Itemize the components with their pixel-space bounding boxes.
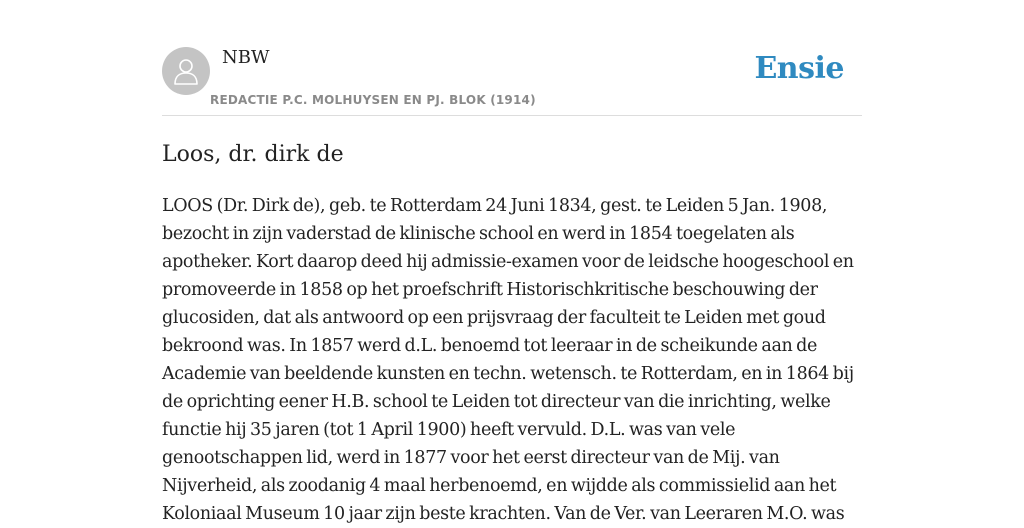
ensie-logo[interactable]: Ensie: [754, 51, 844, 86]
author-name[interactable]: NBW: [222, 47, 270, 68]
user-icon: [173, 57, 199, 85]
source-label: REDACTIE P.C. MOLHUYSEN EN PJ. BLOK (1914): [210, 93, 536, 107]
article-title: Loos, dr. dirk de: [162, 142, 344, 167]
avatar[interactable]: [162, 47, 210, 95]
article-header: [162, 0, 862, 116]
article-container: [162, 0, 862, 528]
article-body: LOOS (Dr. Dirk de), geb. te Rotterdam 24 Juni 1834, gest. te Leiden 5 Jan. 1908, bezocht in zijn vaderstad de klinische school en werd in 1854 toegelaten als apotheker. Kort daarop deed hij admissie-examen voor de leidsche hoogeschool en promoveerde in 1858 op het proefschrift Historischkritische beschouwing der glucosiden, dat als antwoord op een prijsvraag der faculteit te Leiden met goud bekroond was. In 1857 werd d.L. benoemd tot leeraar in de scheikunde aan de Academie van beeldende kunsten en techn. wetensch. te Rotterdam, en in 1864 bij de oprichting eener H.B. school te Leiden tot directeur van die inrichting, welke functie hij 35 jaren (tot 1 April 1900) heeft vervuld. D.L. was van vele genootschappen lid, werd in 1877 voor het eerst directeur van de Mij. van Nijverheid, als zoodanig 4 maal herbenoemd, en wijdde als commissielid aan het Koloniaal Museum 10 jaar zijn beste krachten. Van de Ver. van Leeraren M.O. was: [162, 196, 854, 524]
